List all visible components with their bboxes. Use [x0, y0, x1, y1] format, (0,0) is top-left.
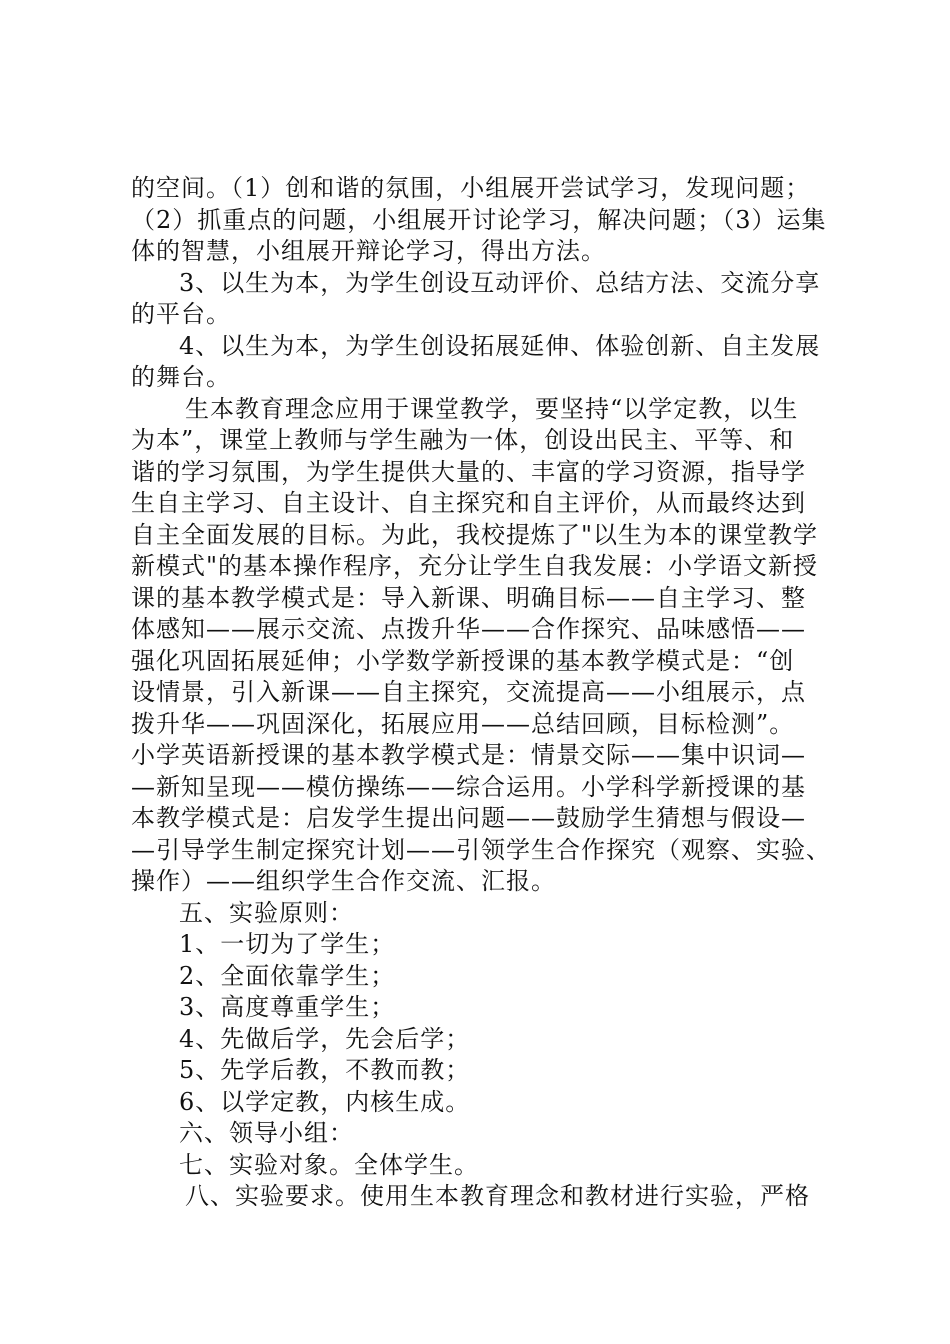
text-line: 的舞台。 [131, 363, 231, 391]
text-line: —引导学生制定探究计划——引领学生合作探究（观察、实验、 [131, 835, 831, 864]
text-line: （2）抓重点的问题，小组展开讨论学习，解决问题；（3）运集 [131, 205, 827, 234]
text-line: 生本教育理念应用于课堂教学，要坚持“以学定教，以生 [185, 394, 799, 423]
text-line: 的空间。（1）创和谐的氛围，小组展开尝试学习，发现问题； [131, 174, 811, 202]
list-item: 2、全面依靠学生； [179, 961, 396, 990]
text-line: 体的智慧，小组展开辩论学习，得出方法。 [131, 237, 606, 265]
text-line: 操作）——组织学生合作交流、汇报。 [131, 867, 556, 895]
text-line: 生自主学习、自主设计、自主探究和自主评价，从而最终达到 [131, 489, 806, 517]
text-line: 设情景，引入新课——自主探究，交流提高——小组展示，点 [131, 678, 806, 706]
list-item: 6、以学定教，内核生成。 [179, 1087, 471, 1116]
text-line: 课的基本教学模式是：导入新课、明确目标——自主学习、整 [131, 583, 806, 612]
text-line: 小学英语新授课的基本教学模式是：情景交际——集中识词— [131, 741, 806, 769]
text-line: 拨升华——巩固深化，拓展应用——总结回顾，目标检测”。 [131, 709, 795, 738]
list-item: 3、高度尊重学生； [179, 993, 396, 1021]
text-line: 体感知——展示交流、点拨升华——合作探究、品味感悟—— [131, 615, 806, 643]
text-line: 本教学模式是：启发学生提出问题——鼓励学生猜想与假设— [131, 804, 806, 832]
section-heading: 七、实验对象。全体学生。 [179, 1150, 479, 1179]
section-heading: 五、实验原则： [179, 898, 354, 927]
document-body [131, 173, 836, 1213]
list-item: 1、一切为了学生； [179, 930, 396, 958]
text-line: —新知呈现——模仿操练——综合运用。小学科学新授课的基 [131, 772, 806, 801]
text-line: 的平台。 [131, 300, 231, 328]
text-line: 为本”，课堂上教师与学生融为一体，创设出民主、平等、和 [131, 426, 795, 454]
text-line: 新模式"的基本操作程序，充分让学生自我发展：小学语文新授 [131, 552, 819, 580]
text-line: 3、以生为本，为学生创设互动评价、总结方法、交流分享 [179, 268, 821, 297]
text-line: 自主全面发展的目标。为此，我校提炼了"以生为本的课堂教学 [131, 520, 819, 549]
section-heading: 八、实验要求。使用生本教育理念和教材进行实验，严格 [185, 1182, 810, 1210]
text-line: 强化巩固拓展延伸；小学数学新授课的基本教学模式是：“创 [131, 646, 795, 675]
text-line: 谐的学习氛围，为学生提供大量的、丰富的学习资源，指导学 [131, 457, 806, 486]
list-item: 5、先学后教，不教而教； [179, 1056, 471, 1084]
section-heading: 六、领导小组： [179, 1119, 354, 1147]
list-item: 4、先做后学，先会后学； [179, 1024, 471, 1053]
text-line: 4、以生为本，为学生创设拓展延伸、体验创新、自主发展 [179, 331, 821, 360]
